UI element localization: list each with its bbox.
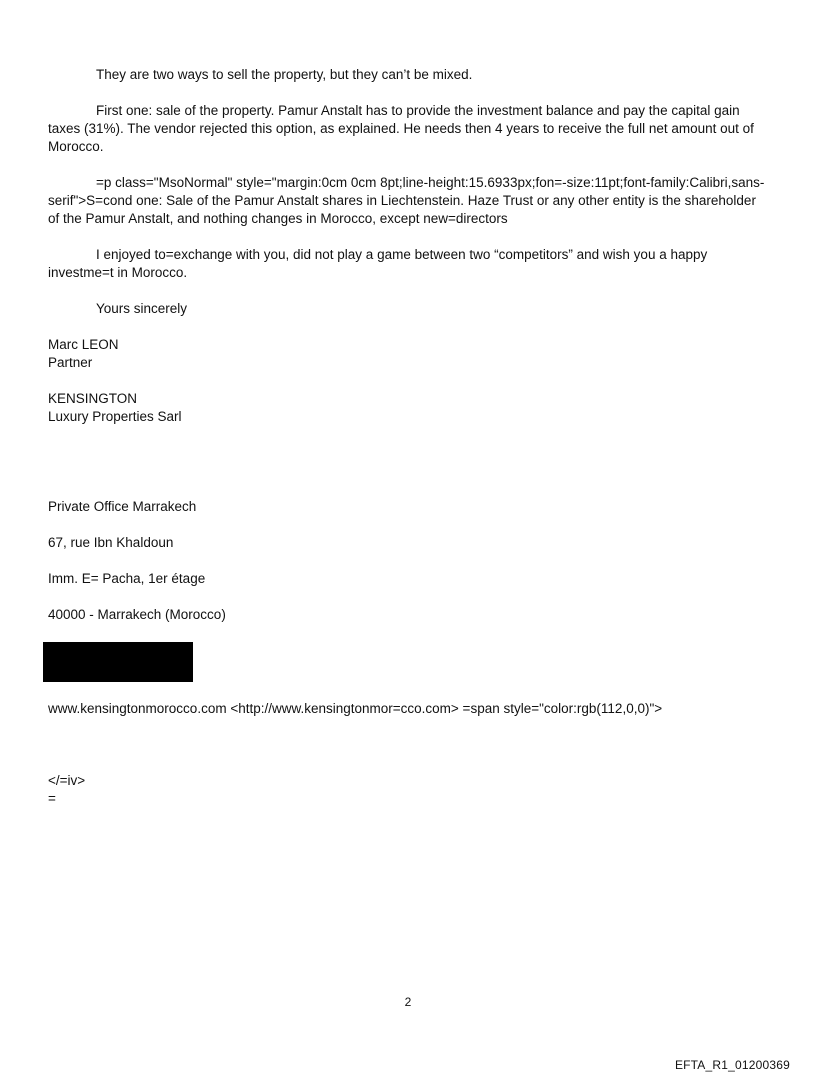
trailing-equals: = (48, 791, 56, 806)
address-building: Imm. E= Pacha, 1er étage (48, 571, 206, 586)
paragraph-second-option: =p class="MsoNormal" style="margin:0cm 0cm 8pt;line-height:15.6933px;fon=-size:11pt;font-family:Calibri,sans-serif">S=cond one: Sale of the Pamur Anstalt shares in Liechtenstein. Haze Trust or any other entity is the shareholder of the Pamur Anstalt, and nothing changes in Morocco, except new=directors (48, 175, 765, 226)
bates-number: EFTA_R1_01200369 (674, 1058, 790, 1072)
closing-line: Yours sincerely (96, 301, 188, 316)
address-city: 40000 - Marrakech (Morocco) (48, 607, 226, 622)
address-street: 67, rue Ibn Khaldoun (48, 535, 174, 550)
company-name: KENSINGTON (48, 391, 138, 406)
redaction-box (43, 642, 193, 682)
paragraph-first-option: First one: sale of the property. Pamur Anstalt has to provide the investment balance and pay the capital gain taxes (31%). The vendor rejected this option, as explained. He needs then 4 years to receive the full net amount out of Morocco. (48, 103, 754, 154)
paragraph-ways: They are two ways to sell the property, but they can’t be mixed. (96, 67, 473, 82)
paragraph-closing-wish: I enjoyed to=exchange with you, did not play a game between two “competitors” and wish you a happy investme=t in Morocco. (48, 247, 708, 280)
trailing-tag: </=iv> (48, 773, 86, 788)
document-body (48, 66, 768, 808)
signer-name: Marc LEON (48, 337, 119, 352)
page-number: 2 (404, 995, 412, 1009)
company-legal-name: Luxury Properties Sarl (48, 409, 182, 424)
signer-title: Partner (48, 355, 93, 370)
website-line: www.kensingtonmorocco.com <http://www.kensingtonmor=cco.com> =span style="color:rgb(112,0,0)"> (48, 701, 663, 716)
office-name: Private Office Marrakech (48, 499, 197, 514)
